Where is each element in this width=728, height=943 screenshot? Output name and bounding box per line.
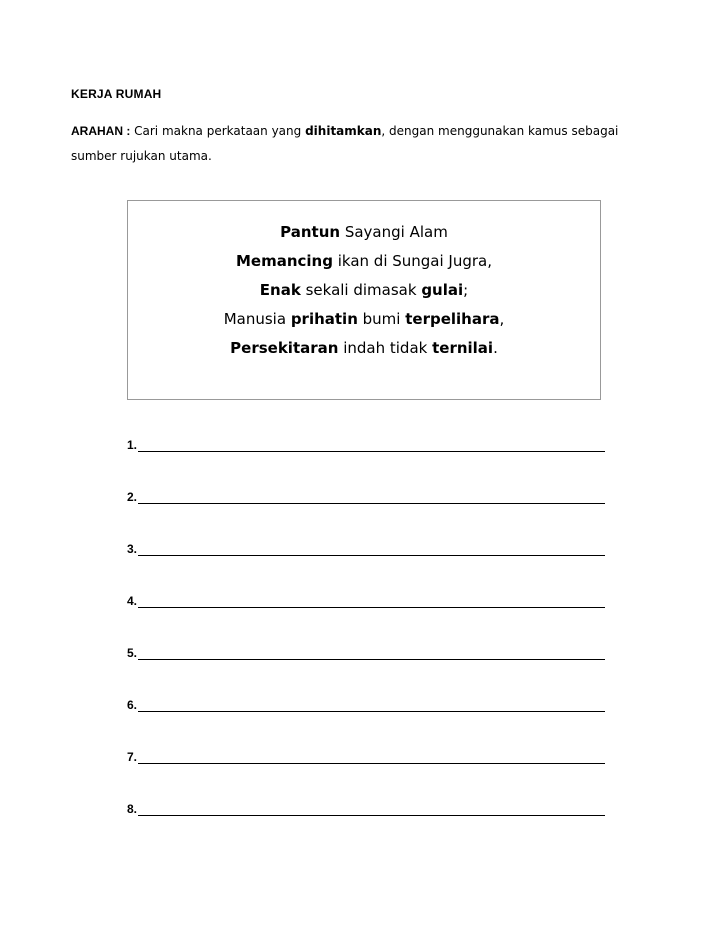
answer-blank[interactable]	[138, 595, 605, 608]
poem-line-2: Memancing ikan di Sungai Jugra,	[235, 252, 493, 270]
answer-blank[interactable]	[138, 803, 605, 816]
answer-list	[127, 436, 605, 816]
answer-line-7[interactable]	[127, 712, 605, 764]
answer-number: 2.	[127, 490, 138, 504]
answer-line-4[interactable]	[127, 556, 605, 608]
answer-line-5[interactable]	[127, 608, 605, 660]
poem-line-4: Manusia prihatin bumi terpelihara,	[223, 310, 505, 328]
poem-line-3: Enak sekali dimasak gulai;	[259, 281, 469, 299]
poem-line-5: Persekitaran indah tidak ternilai.	[230, 339, 498, 357]
answer-line-6[interactable]	[127, 660, 605, 712]
answer-number: 4.	[127, 594, 138, 608]
instruction-label: ARAHAN :	[71, 124, 131, 138]
answer-number: 7.	[127, 750, 138, 764]
instruction-bold-word: dihitamkan	[305, 124, 382, 138]
answer-line-8[interactable]	[127, 764, 605, 816]
answer-number: 8.	[127, 802, 138, 816]
poem-line-1: Pantun Sayangi Alam	[280, 223, 448, 241]
instructions	[71, 119, 631, 169]
answer-number: 1.	[127, 438, 138, 452]
poem	[128, 218, 600, 363]
instruction-text-1: Cari makna perkataan yang	[130, 124, 306, 138]
poem-box	[127, 200, 601, 400]
answer-blank[interactable]	[138, 543, 605, 556]
answer-blank[interactable]	[138, 439, 605, 452]
answer-line-2[interactable]	[127, 452, 605, 504]
answer-number: 3.	[127, 542, 138, 556]
page-heading: KERJA RUMAH	[71, 87, 162, 101]
instruction-text-2: , dengan menggunakan kamus sebagai sumber rujukan utama.	[71, 124, 619, 163]
answer-number: 6.	[127, 698, 138, 712]
answer-line-3[interactable]	[127, 504, 605, 556]
answer-blank[interactable]	[138, 751, 605, 764]
answer-number: 5.	[127, 646, 138, 660]
answer-blank[interactable]	[138, 491, 605, 504]
answer-blank[interactable]	[138, 647, 605, 660]
answer-line-1[interactable]	[127, 436, 605, 452]
answer-blank[interactable]	[138, 699, 605, 712]
